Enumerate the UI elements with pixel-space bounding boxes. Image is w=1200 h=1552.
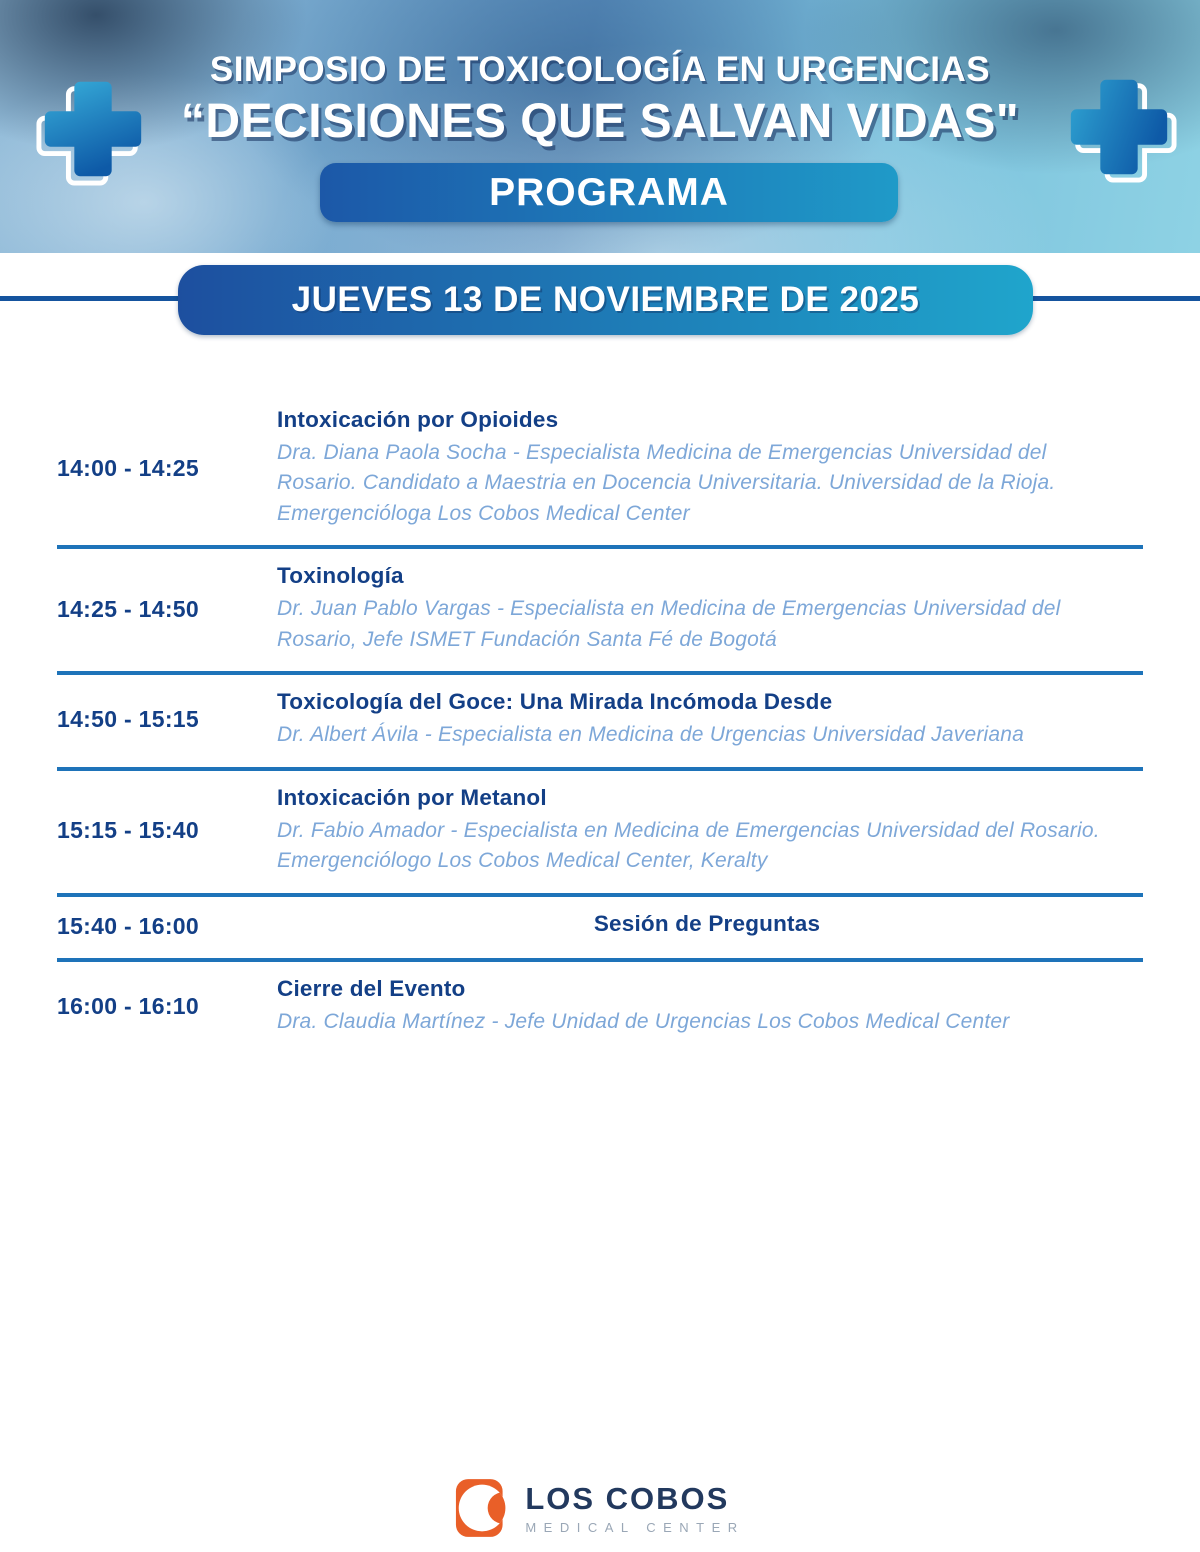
logo-text [525,1481,744,1535]
session-title: Cierre del Evento [277,975,466,1001]
schedule-row [57,549,1143,675]
time-slot: 15:40 - 16:00 [57,912,199,939]
session-content [277,687,1143,752]
session-content [277,405,1143,531]
schedule-row [57,897,1143,962]
time-slot: 14:50 - 15:15 [57,706,199,733]
session-speaker: Dra. Diana Paola Socha - Especialista Medicina de Emergencias Universidad del Rosario. Candidato a Maestria en Docencia Universitaria. Universidad de la Rioja. Emergencióloga Los Cobos Medical Center [277,441,1056,525]
session-title: Intoxicación por Opioides [277,407,559,432]
session-speaker: Dr. Fabio Amador - Especialista en Medicina de Emergencias Universidad del Rosario. Emergenciólogo Los Cobos Medical Center, Keralty [277,818,1100,873]
time-slot: 15:15 - 15:40 [57,817,199,844]
time-slot: 16:00 - 16:10 [57,992,199,1019]
session-title: Toxinología [277,563,404,589]
los-cobos-logo-icon [455,1476,511,1540]
schedule-row [57,962,1143,1053]
session-content [277,561,1143,657]
date-strip [0,265,1200,347]
schedule-table [57,393,1143,1053]
session-speaker: Dra. Claudia Martínez - Jefe Unidad de Urgencias Los Cobos Medical Center [277,1009,1010,1033]
schedule-row [57,771,1143,897]
event-subtitle: “DECISIONES QUE SALVAN VIDAS" [180,95,1020,148]
session-title: Intoxicación por Metanol [277,784,547,810]
session-content [277,783,1143,879]
schedule-row [57,675,1143,770]
footer-logo [0,1476,1200,1540]
date-banner: JUEVES 13 DE NOVIEMBRE DE 2025 [178,265,1033,335]
event-title: SIMPOSIO DE TOXICOLOGÍA EN URGENCIAS [209,50,991,89]
session-speaker: Dr. Juan Pablo Vargas - Especialista en Medicina de Emergencias Universidad del Rosario, Jefe ISMET Fundación Santa Fé de Bogotá [277,597,1061,651]
logo-secondary-text: MEDICAL CENTER [525,1520,745,1535]
schedule-row [57,393,1143,549]
time-slot: 14:25 - 14:50 [57,595,199,622]
program-label-pill: PROGRAMA [320,163,898,222]
hero-banner [0,0,1200,253]
session-title: Toxicología del Goce: Una Mirada Incómoda Desde [277,689,833,715]
time-slot: 14:00 - 14:25 [57,454,199,481]
session-speaker: Dr. Albert Ávila - Especialista en Medicina de Urgencias Universidad Javeriana [277,723,1025,747]
logo-primary-text: LOS COBOS [525,1481,730,1516]
session-title: Sesión de Preguntas [593,910,821,936]
session-content [277,909,1143,944]
session-content [277,974,1143,1039]
